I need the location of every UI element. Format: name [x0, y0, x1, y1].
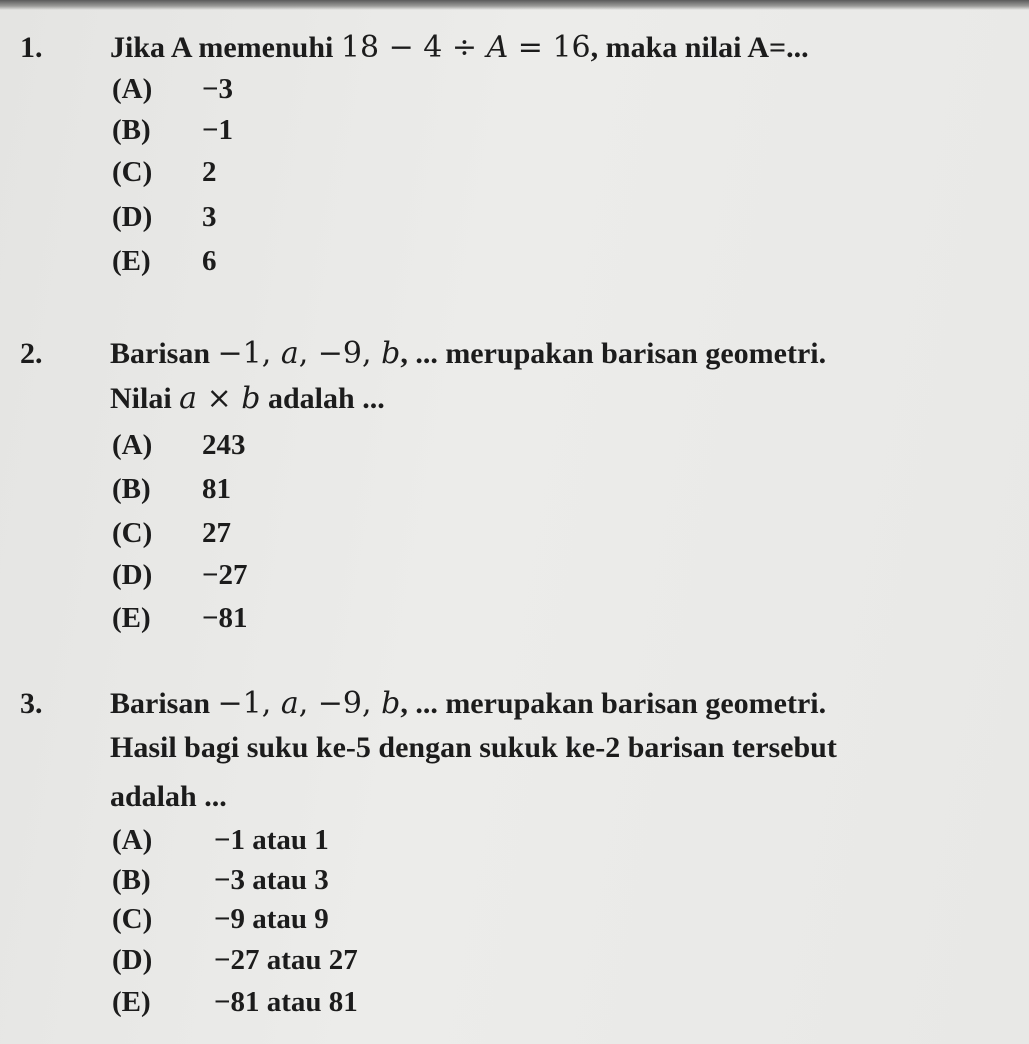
- sequence-term: , −9,: [298, 686, 382, 721]
- option-label: (D): [112, 944, 153, 976]
- question-text: [110, 336, 826, 372]
- question-text-suffix: , maka nilai A=...: [590, 31, 809, 64]
- option-label: (C): [112, 903, 153, 935]
- question-number: 1.: [20, 31, 43, 64]
- expression-variable-a: a: [179, 381, 198, 416]
- option-value: −3: [202, 73, 234, 105]
- option-label: (B): [112, 864, 151, 896]
- option-label: (E): [112, 602, 151, 634]
- question-text-prefix: Nilai: [110, 382, 180, 415]
- option-label: (D): [112, 559, 153, 591]
- equation-variable: A: [486, 30, 509, 65]
- option-value: −27 atau 27: [214, 944, 358, 976]
- question-text-suffix: , ... merupakan barisan geometri.: [400, 687, 827, 720]
- option-d[interactable]: [112, 943, 358, 977]
- option-value: 2: [202, 156, 217, 188]
- option-value: −1: [202, 114, 234, 146]
- option-c[interactable]: [112, 155, 217, 189]
- option-value: −81: [202, 602, 248, 634]
- question-number: 2.: [20, 337, 43, 370]
- option-label: (A): [112, 73, 153, 105]
- question-text-prefix: Jika A memenuhi: [110, 31, 341, 64]
- option-d[interactable]: [112, 558, 248, 592]
- option-a[interactable]: [112, 72, 233, 106]
- option-label: (C): [112, 517, 153, 549]
- option-label: (B): [112, 114, 151, 146]
- option-e[interactable]: [112, 601, 248, 635]
- sequence-variable-b: b: [381, 336, 401, 371]
- option-label: (B): [112, 473, 151, 505]
- option-c[interactable]: [112, 516, 231, 550]
- expression-variable-b: b: [241, 381, 261, 416]
- option-c[interactable]: [112, 902, 329, 936]
- question-number: 3.: [20, 687, 43, 720]
- sequence-variable-a: a: [280, 336, 299, 371]
- option-label: (C): [112, 156, 153, 188]
- question-text: [110, 30, 809, 66]
- option-e[interactable]: [112, 985, 358, 1019]
- question-text-line-3: adalah ...: [110, 780, 227, 813]
- option-value: −27: [202, 559, 248, 591]
- option-value: −3 atau 3: [214, 864, 329, 896]
- option-value: −9 atau 9: [214, 903, 329, 935]
- option-value: 3: [202, 201, 217, 233]
- option-d[interactable]: [112, 200, 217, 234]
- question-text: [110, 686, 826, 722]
- option-b[interactable]: [112, 113, 233, 147]
- question-text-suffix: , ... merupakan barisan geometri.: [400, 337, 827, 370]
- option-value: −1 atau 1: [214, 824, 329, 856]
- option-label: (A): [112, 429, 153, 461]
- option-value: 27: [202, 517, 231, 549]
- question-text-prefix: Barisan: [110, 337, 218, 370]
- option-a[interactable]: [112, 823, 329, 857]
- option-label: (E): [112, 245, 151, 277]
- option-a[interactable]: [112, 428, 246, 462]
- option-e[interactable]: [112, 244, 217, 278]
- question-text-line-2: Hasil bagi suku ke-5 dengan sukuk ke-2 barisan tersebut: [110, 731, 837, 764]
- sequence-term: −1,: [217, 686, 281, 721]
- sequence-variable-b: b: [381, 686, 401, 721]
- option-label: (A): [112, 824, 153, 856]
- option-label: (E): [112, 986, 151, 1018]
- option-value: −81 atau 81: [214, 986, 358, 1018]
- option-b[interactable]: [112, 863, 329, 897]
- top-rule: [0, 0, 1029, 10]
- equation-part: 18 − 4 ÷: [340, 30, 487, 65]
- option-value: 81: [202, 473, 231, 505]
- option-value: 6: [202, 245, 217, 277]
- question-text-suffix: adalah ...: [260, 382, 385, 415]
- sequence-variable-a: a: [280, 686, 299, 721]
- question-text-prefix: Barisan: [110, 687, 218, 720]
- expression-operator: ×: [197, 381, 242, 416]
- option-b[interactable]: [112, 472, 231, 506]
- equation-result: = 16: [508, 30, 591, 65]
- option-value: 243: [202, 429, 246, 461]
- sequence-term: −1,: [217, 336, 281, 371]
- option-label: (D): [112, 201, 153, 233]
- sequence-term: , −9,: [298, 336, 382, 371]
- question-text-line-2: [110, 381, 385, 417]
